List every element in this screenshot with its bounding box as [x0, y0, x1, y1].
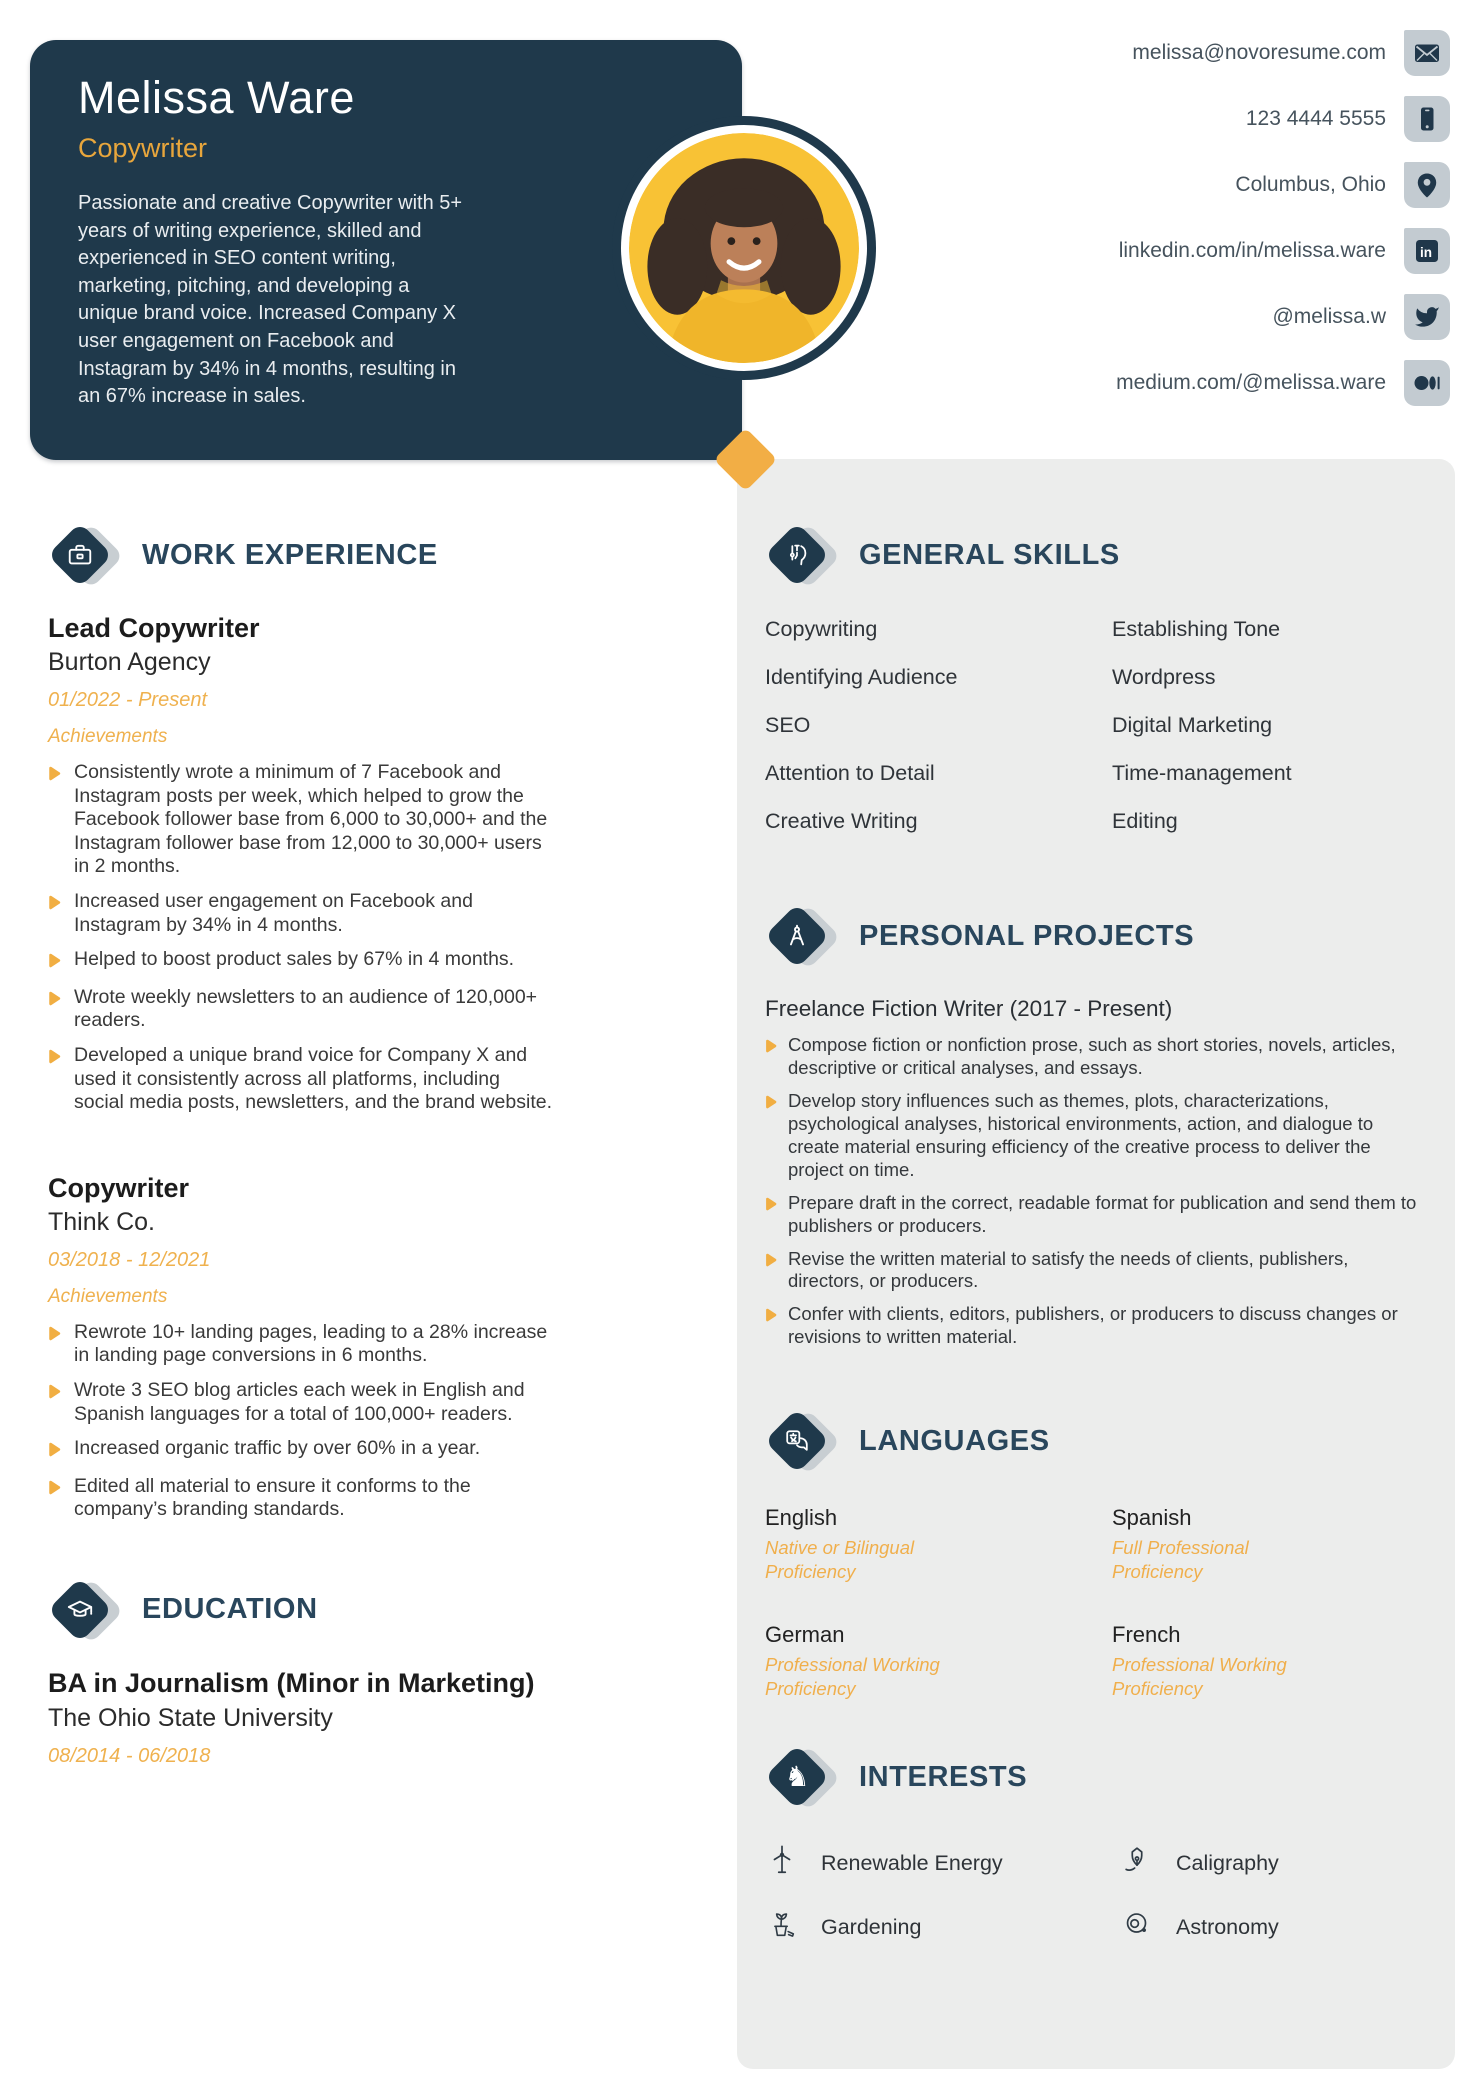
- job-company: Think Co.: [48, 1207, 155, 1236]
- bullet-text: Revise the written material to satisfy the needs of clients, publishers, directors, or producers.: [788, 1247, 1349, 1292]
- education-section-header: [48, 1578, 553, 1642]
- job-title: Copywriter: [48, 1172, 190, 1203]
- contact-list: [1116, 30, 1450, 406]
- list-item: [765, 1248, 1429, 1294]
- bullet-arrow-icon: [765, 1036, 777, 1080]
- medium-icon: [1404, 360, 1450, 406]
- twitter-icon: [1404, 294, 1450, 340]
- contact-linkedin[interactable]: [1119, 228, 1450, 274]
- contact-medium[interactable]: [1116, 360, 1450, 406]
- language-name: German: [765, 1622, 845, 1648]
- contact-email[interactable]: [1132, 30, 1450, 76]
- achievements-list: [48, 1321, 553, 1522]
- bullet-text: Develop story influences such as themes, plots, characterizations, psychological analyses, historical environments, action, and dialogue to create material ensuring efficiency of the creative process to deliver the project on time.: [788, 1089, 1374, 1180]
- contact-medium-text: medium.com/@melissa.ware: [1116, 371, 1386, 394]
- skill-item: Time-management: [1112, 761, 1292, 785]
- bullet-arrow-icon: [765, 1194, 777, 1238]
- interests-grid: [765, 1843, 1429, 1947]
- interest-label: Gardening: [821, 1914, 922, 1939]
- translate-icon: [765, 1409, 829, 1473]
- bullet-arrow-icon: [48, 951, 61, 975]
- interest-item: [765, 1843, 1120, 1883]
- contact-twitter[interactable]: [1272, 294, 1450, 340]
- language-name: Spanish: [1112, 1505, 1192, 1531]
- photo-ring: [621, 125, 867, 371]
- interests-section-header: [765, 1745, 1429, 1809]
- bullet-arrow-icon: [48, 893, 61, 937]
- chess-knight-icon: ♞: [765, 1745, 829, 1809]
- bullet-text: Increased organic traffic by over 60% in a year.: [74, 1437, 481, 1460]
- languages-heading: LANGUAGES: [859, 1424, 1050, 1457]
- job-title: Lead Copywriter: [48, 613, 260, 643]
- list-item: [48, 986, 553, 1033]
- list-item: [765, 1090, 1429, 1182]
- svg-text:in: in: [1420, 245, 1432, 260]
- languages-grid: [765, 1505, 1429, 1701]
- contact-location-text: Columbus, Ohio: [1235, 173, 1386, 196]
- phone-icon: [1404, 96, 1450, 142]
- contact-email-text: melissa@novoresume.com: [1132, 41, 1386, 64]
- skill-item: Creative Writing: [765, 809, 918, 833]
- language-level: Professional Working Proficiency: [765, 1654, 940, 1700]
- mail-icon: [1404, 30, 1450, 76]
- bullet-arrow-icon: [48, 989, 61, 1033]
- personal-projects-section-header: [765, 904, 1429, 968]
- graduation-cap-icon: [48, 1578, 112, 1642]
- drafting-compass-icon: [765, 904, 829, 968]
- list-item: [48, 890, 553, 937]
- skill-item: Wordpress: [1112, 665, 1216, 689]
- project-bullets: [765, 1034, 1429, 1349]
- astronomy-icon: [1120, 1907, 1154, 1947]
- list-item: [48, 1321, 553, 1368]
- list-item: [48, 1475, 553, 1522]
- linkedin-icon: [1404, 228, 1450, 274]
- location-pin-icon: [1404, 162, 1450, 208]
- bullet-text: Wrote 3 SEO blog articles each week in English and Spanish languages for a total of 100,000+ readers.: [74, 1378, 525, 1425]
- pen-nib-icon: [1120, 1843, 1154, 1883]
- personal-projects-heading: PERSONAL PROJECTS: [859, 919, 1195, 952]
- bullet-text: Compose fiction or nonfiction prose, such as short stories, novels, articles, descriptive or critical analyses, and essays.: [788, 1034, 1396, 1078]
- bullet-arrow-icon: [48, 1324, 61, 1368]
- work-experience-section-header: [48, 523, 553, 587]
- job-company: Burton Agency: [48, 648, 211, 676]
- language-level: Native or Bilingual Proficiency: [765, 1537, 915, 1583]
- profile-summary: Passionate and creative Copywriter with 5+ years of writing experience, skilled and experienced in SEO content writing, marketing, pitching, and developing a unique brand voice. Increased Company X user engagement on Facebook and Instagram by 34% in 4 months, resulting in an 67% increase in sales.: [78, 192, 463, 408]
- degree-title: BA in Journalism (Minor in Marketing): [48, 1667, 535, 1698]
- side-column: [765, 523, 1429, 1947]
- skill-item: Copywriting: [765, 617, 878, 641]
- bullet-text: Helped to boost product sales by 67% in 4 months.: [74, 948, 515, 971]
- language-item: [765, 1505, 1112, 1584]
- contact-phone[interactable]: [1246, 96, 1450, 142]
- achievements-list: [48, 761, 553, 1115]
- general-skills-section-header: [765, 523, 1429, 587]
- wind-turbine-icon: [765, 1843, 799, 1883]
- education-heading: EDUCATION: [142, 1593, 318, 1626]
- education-entry: [48, 1668, 553, 1768]
- bullet-text: Consistently wrote a minimum of 7 Facebook and Instagram posts per week, which helped to grow the Facebook follower base from 6,000 to 30,000+ and the Instagram follower base from 12,000 to 30,000+ users in 2 months.: [74, 761, 548, 878]
- language-item: [1112, 1622, 1429, 1701]
- bullet-text: Wrote weekly newsletters to an audience of 120,000+ readers.: [74, 985, 538, 1032]
- languages-section-header: [765, 1409, 1429, 1473]
- interest-label: Caligraphy: [1176, 1850, 1279, 1875]
- job-entry: [48, 613, 553, 1115]
- skill-item: SEO: [765, 713, 811, 737]
- list-item: [48, 761, 553, 879]
- portrait-image: [629, 133, 859, 363]
- skills-head-tools-icon: [765, 523, 829, 587]
- job-entry: [48, 1173, 553, 1522]
- list-item: [765, 1192, 1429, 1238]
- list-item: [48, 1379, 553, 1426]
- skills-grid: [765, 617, 1429, 834]
- job-dates: 03/2018 - 12/2021: [48, 1248, 211, 1271]
- interest-item: [765, 1907, 1120, 1947]
- interest-label: Renewable Energy: [821, 1850, 1003, 1875]
- bullet-arrow-icon: [48, 764, 61, 879]
- bullet-arrow-icon: [765, 1250, 777, 1294]
- bullet-text: Prepare draft in the correct, readable format for publication and send them to publishers or producers.: [788, 1191, 1417, 1236]
- skill-item: Establishing Tone: [1112, 617, 1281, 641]
- gardening-icon: [765, 1907, 799, 1947]
- school-name: The Ohio State University: [48, 1703, 333, 1732]
- bullet-arrow-icon: [765, 1092, 777, 1182]
- interest-item: [1120, 1843, 1429, 1883]
- bullet-arrow-icon: [48, 1382, 61, 1426]
- language-level: Professional Working Proficiency: [1112, 1654, 1287, 1700]
- bullet-arrow-icon: [48, 1440, 61, 1464]
- skill-item: Attention to Detail: [765, 761, 935, 785]
- person-job-title: Copywriter: [78, 133, 208, 163]
- bullet-text: Edited all material to ensure it conforms to the company’s branding standards.: [74, 1474, 471, 1521]
- skill-item: Digital Marketing: [1112, 713, 1273, 737]
- language-name: English: [765, 1505, 838, 1531]
- bullet-text: Rewrote 10+ landing pages, leading to a 28% increase in landing page conversions in 6 months.: [74, 1320, 548, 1367]
- skill-item: Editing: [1112, 809, 1178, 833]
- language-item: [1112, 1505, 1429, 1584]
- bullet-text: Confer with clients, editors, publishers, or producers to discuss changes or revisions to written material.: [788, 1303, 1398, 1348]
- main-column: [48, 523, 553, 1768]
- contact-location[interactable]: [1235, 162, 1450, 208]
- skill-item: Identifying Audience: [765, 665, 958, 689]
- interest-label: Astronomy: [1176, 1914, 1279, 1939]
- list-item: [48, 1437, 553, 1464]
- general-skills-heading: GENERAL SKILLS: [859, 538, 1120, 571]
- interest-item: [1120, 1907, 1429, 1947]
- achievements-label: Achievements: [48, 726, 168, 747]
- bullet-text: Developed a unique brand voice for Company X and used it consistently across all platforms, including social media posts, newsletters, and the brand website.: [74, 1043, 553, 1114]
- briefcase-icon: [48, 523, 112, 587]
- language-level: Full Professional Proficiency: [1112, 1537, 1249, 1583]
- list-item: [765, 1034, 1429, 1080]
- bullet-arrow-icon: [48, 1047, 61, 1115]
- profile-photo: [612, 116, 876, 380]
- list-item: [765, 1303, 1429, 1349]
- contact-linkedin-text: linkedin.com/in/melissa.ware: [1118, 239, 1386, 262]
- bullet-arrow-icon: [765, 1305, 777, 1349]
- language-name: French: [1112, 1622, 1181, 1648]
- education-dates: 08/2014 - 06/2018: [48, 1744, 211, 1767]
- achievements-label: Achievements: [48, 1285, 168, 1307]
- list-item: [48, 948, 553, 975]
- work-experience-heading: WORK EXPERIENCE: [142, 538, 438, 571]
- contact-phone-text: 123 4444 5555: [1245, 107, 1386, 130]
- person-name: Melissa Ware: [78, 72, 355, 123]
- interests-heading: INTERESTS: [859, 1760, 1028, 1793]
- bullet-arrow-icon: [48, 1478, 61, 1522]
- list-item: [48, 1044, 553, 1115]
- language-item: [765, 1622, 1112, 1701]
- bullet-text: Increased user engagement on Facebook and Instagram by 34% in 4 months.: [74, 889, 473, 936]
- project-title: Freelance Fiction Writer (2017 - Present): [765, 996, 1173, 1021]
- job-dates: 01/2022 - Present: [48, 689, 207, 711]
- contact-twitter-text: @melissa.w: [1272, 305, 1386, 328]
